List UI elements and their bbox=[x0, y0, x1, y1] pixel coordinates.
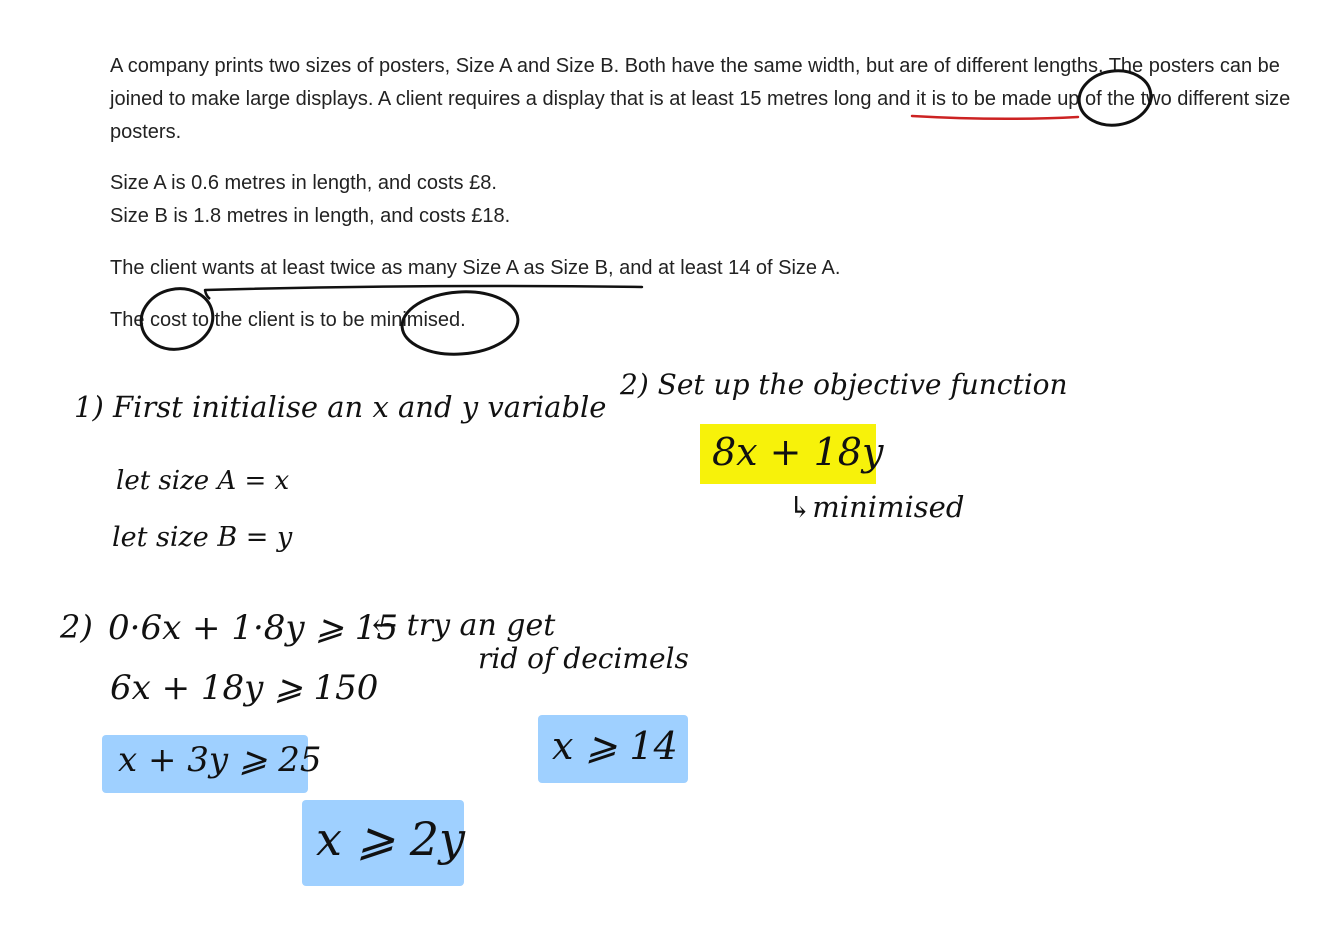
let-size-b: let size B = y bbox=[112, 522, 293, 553]
size-a-line: Size A is 0.6 metres in length, and costs £8. bbox=[110, 172, 497, 194]
objective-line: The cost to the client is to be minimised. bbox=[110, 309, 466, 331]
constraint-label: 2) bbox=[60, 608, 93, 646]
step1-heading: 1) First initialise an x and y variable bbox=[74, 390, 607, 424]
constraint-simplified: x + 3y ⩾ 25 bbox=[118, 740, 322, 780]
objective-expression: 8x + 18y bbox=[712, 430, 884, 474]
step2-heading: 2) Set up the objective function bbox=[620, 368, 1068, 401]
requirement-line: The client wants at least twice as many Size A as Size B, and at least 14 of Size A. bbox=[110, 257, 841, 279]
minimised-note: ↳minimised bbox=[788, 490, 965, 524]
decimals-note-1: ← try an get bbox=[372, 608, 556, 643]
let-size-a: let size A = x bbox=[116, 466, 290, 496]
constraint-raw: 0·6x + 1·8y ⩾ 15 bbox=[108, 608, 398, 648]
constraint-ratio: x ⩾ 2y bbox=[316, 812, 465, 866]
requirement-underline bbox=[205, 286, 642, 290]
constraint-min-a: x ⩾ 14 bbox=[552, 724, 678, 768]
problem-paragraph: A company prints two sizes of posters, Size A and Size B. Both have the same width, but are of different lengths. The posters can be joined to make large displays. A client requires a display that is at least 15 metres long and it is to be made up of the two different size posters. bbox=[110, 55, 1291, 143]
constraint-scaled: 6x + 18y ⩾ 150 bbox=[110, 668, 379, 708]
size-info bbox=[110, 167, 510, 233]
decimals-note-2: rid of decimels bbox=[478, 642, 689, 675]
size-b-line: Size B is 1.8 metres in length, and costs £18. bbox=[110, 205, 511, 227]
underline-hook bbox=[205, 290, 210, 299]
